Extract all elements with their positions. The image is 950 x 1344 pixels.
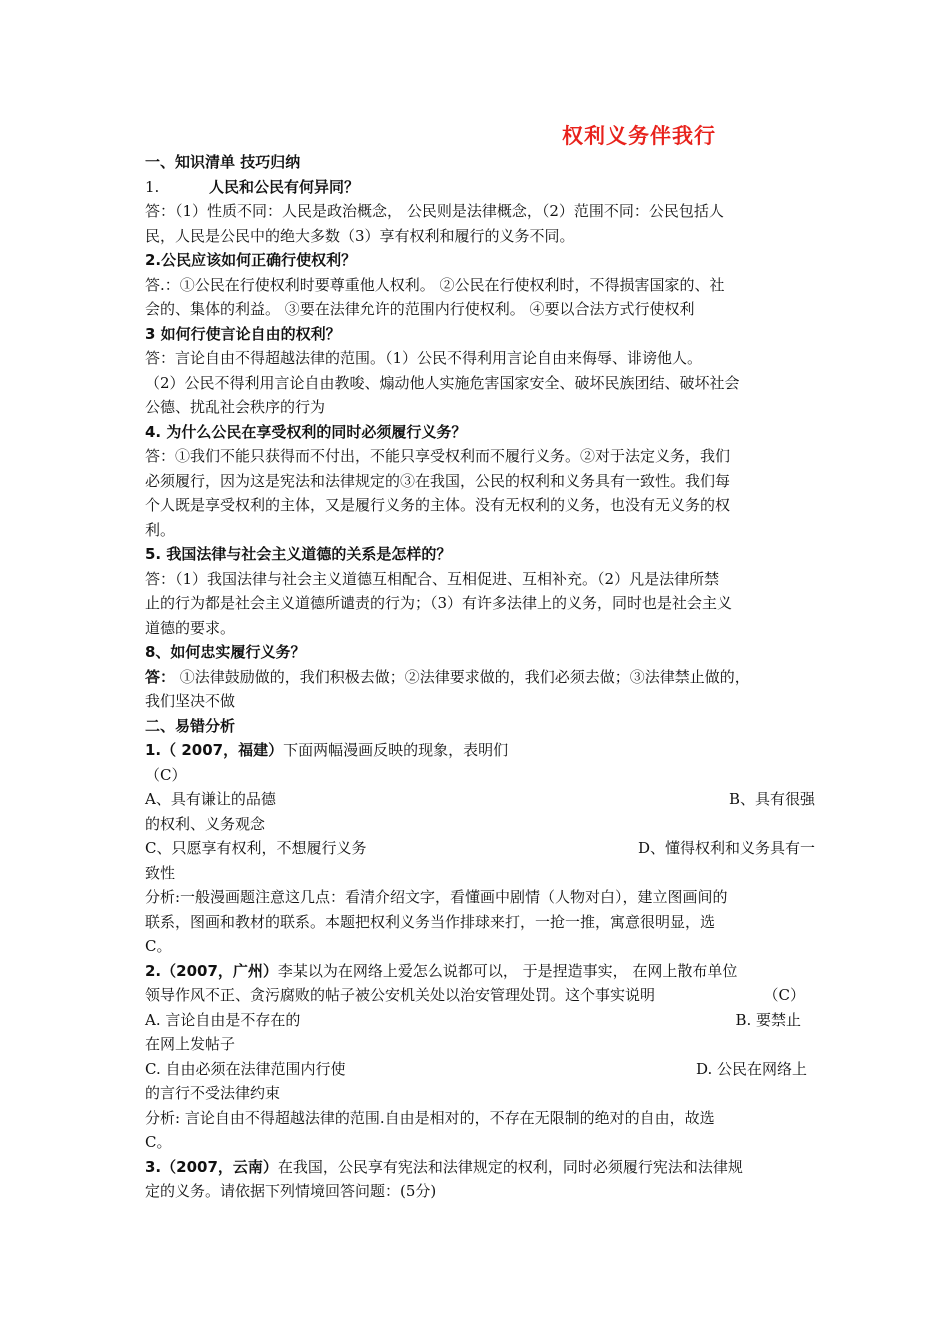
option-b: B. 要禁止 bbox=[735, 1010, 801, 1029]
answer-label: 答： bbox=[145, 667, 176, 686]
problem-text: 李某以为在网络上爱怎么说都可以， 于是捏造事实， 在网上散布单位 bbox=[277, 961, 738, 980]
section-heading-1: 一、知识清单 技巧归纳 bbox=[145, 153, 301, 171]
answer-line: 民，人民是公民中的绝大多数（3）享有权利和履行的义务不同。 bbox=[145, 226, 575, 245]
problem-3 bbox=[145, 1155, 815, 1180]
problem-source: 3.（2007，云南） bbox=[145, 1157, 278, 1176]
problem-1 bbox=[145, 738, 815, 763]
problem-line bbox=[145, 983, 815, 1008]
option-c: C、只愿享有权利，不想履行义务 bbox=[145, 839, 367, 857]
option-row bbox=[145, 1057, 815, 1082]
option-row bbox=[145, 1008, 815, 1033]
problem-answer: （C） bbox=[145, 765, 187, 784]
option-continuation: 的权利、义务观念 bbox=[145, 814, 266, 833]
answer-line: （2）公民不得利用言论自由教唆、煽动他人实施危害国家安全、破坏民族团结、破坏社会 bbox=[145, 373, 740, 392]
answer-line: 利。 bbox=[145, 520, 176, 539]
option-b: B、具有很强 bbox=[728, 790, 815, 808]
document-body bbox=[145, 150, 815, 1204]
problem-2 bbox=[145, 959, 815, 984]
answer-line: 答：言论自由不得超越法律的范围。（1）公民不得利用言论自由来侮辱、诽谤他人。 bbox=[145, 349, 703, 367]
answer-line: 个人既是享受权利的主体，又是履行义务的主体。没有无权利的义务，也没有无义务的权 bbox=[145, 496, 731, 514]
page-title: 权利义务伴我行 bbox=[562, 124, 716, 148]
answer-line: 止的行为都是社会主义道德所谴责的行为；（3）有许多法律上的义务，同时也是社会主义 bbox=[145, 594, 733, 612]
problem-answer: （C） bbox=[763, 986, 805, 1004]
answer-line: 答：（1）我国法律与社会主义道德互相配合、互相促进、互相补充。（2）凡是法律所禁 bbox=[145, 569, 720, 588]
problem-line: 定的义务。请依据下列情境回答问题：(5分) bbox=[145, 1182, 437, 1200]
option-continuation: 的言行不受法律约束 bbox=[145, 1084, 281, 1102]
analysis-line: C。 bbox=[145, 937, 172, 955]
option-a: A. 言论自由是不存在的 bbox=[145, 1010, 301, 1029]
question-4: 4. 为什么公民在享受权利的同时必须履行义务？ bbox=[145, 422, 467, 441]
answer-text: ①法律鼓励做的，我们积极去做；②法律要求做的，我们必须去做；③法律禁止做的， bbox=[175, 667, 750, 686]
analysis-line: 联系，图画和教材的联系。本题把权利义务当作排球来打，一抢一推，寓意很明显，选 bbox=[145, 912, 716, 931]
answer-line bbox=[145, 665, 815, 690]
answer-line: 道德的要求。 bbox=[145, 618, 236, 637]
question-3: 3 如何行使言论自由的权利？ bbox=[145, 324, 341, 343]
answer-line: 必须履行，因为这是宪法和法律规定的③在我国，公民的权利和义务具有一致性。我们每 bbox=[145, 471, 731, 490]
answer-line: 公德、扰乱社会秩序的行为 bbox=[145, 398, 326, 416]
question-2: 2.公民应该如何正确行使权利？ bbox=[145, 251, 357, 269]
problem-source: 2.（2007，广州） bbox=[145, 961, 278, 980]
answer-line: 答：①我们不能只获得而不付出，不能只享受权利而不履行义务。②对于法定义务，我们 bbox=[145, 447, 731, 465]
problem-text: 领导作风不正、贪污腐败的帖子被公安机关处以治安管理处罚。这个事实说明 bbox=[145, 986, 656, 1004]
option-row bbox=[145, 836, 815, 861]
section-heading-2: 二、易错分析 bbox=[145, 716, 236, 735]
question-text: 人民和公民有何异同？ bbox=[209, 177, 360, 196]
option-d: D、懂得权利和义务具有一 bbox=[637, 839, 815, 857]
option-c: C. 自由必须在法律范围内行使 bbox=[145, 1059, 346, 1078]
question-1 bbox=[145, 175, 815, 200]
answer-line: 答：（1）性质不同：人民是政治概念， 公民则是法律概念，（2）范围不同：公民包括人 bbox=[145, 202, 724, 220]
answer-line: 会的、集体的利益。 ③要在法律允许的范围内行使权利。 ④要以合法方式行使权利 bbox=[145, 300, 695, 318]
option-continuation: 致性 bbox=[145, 863, 176, 882]
answer-line: 答.：①公民在行使权利时要尊重他人权利。 ②公民在行使权利时，不得损害国家的、社 bbox=[145, 275, 725, 294]
option-a: A、具有谦让的品德 bbox=[145, 790, 276, 808]
problem-source: 1.（ 2007，福建） bbox=[145, 741, 284, 759]
problem-text: 在我国，公民享有宪法和法律规定的权利，同时必须履行宪法和法律规 bbox=[277, 1157, 743, 1176]
analysis-line: 分析:一般漫画题注意这几点：看清介绍文字，看懂画中剧情（人物对白），建立图画间的 bbox=[145, 888, 728, 906]
option-row bbox=[145, 787, 815, 812]
problem-text: 下面两幅漫画反映的现象，表明们 bbox=[283, 741, 509, 759]
analysis-line: C。 bbox=[145, 1133, 172, 1151]
answer-line: 我们坚决不做 bbox=[145, 692, 236, 710]
question-5: 5. 我国法律与社会主义道德的关系是怎样的？ bbox=[145, 545, 452, 563]
analysis-line: 分析: 言论自由不得超越法律的范围.自由是相对的，不存在无限制的绝对的自由，故选 bbox=[145, 1108, 715, 1127]
option-continuation: 在网上发帖子 bbox=[145, 1035, 236, 1053]
question-8: 8、如何忠实履行义务？ bbox=[145, 643, 306, 661]
question-number: 1. bbox=[145, 177, 160, 196]
option-d: D. 公民在网络上 bbox=[695, 1059, 807, 1078]
